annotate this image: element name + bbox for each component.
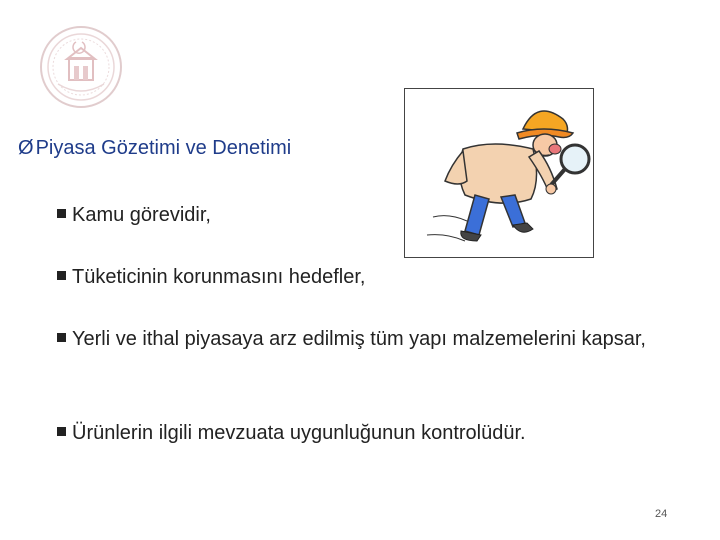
bullet-item: Yerli ve ithal piyasaya arz edilmiş tüm yapı malzemelerini kapsar, — [57, 326, 697, 352]
detective-magnifier-icon — [405, 89, 593, 257]
page-number: 24 — [655, 508, 668, 520]
square-bullet-icon — [57, 209, 66, 218]
detective-illustration — [404, 88, 594, 258]
square-bullet-icon — [57, 333, 66, 342]
square-bullet-icon — [57, 427, 66, 436]
heading-text: Piyasa Gözetimi ve Denetimi — [35, 137, 292, 159]
bullet-item: Tüketicinin korunmasını hedefler, — [57, 264, 366, 290]
square-bullet-icon — [57, 271, 66, 280]
slide-heading — [18, 137, 291, 160]
bullet-item: Ürünlerin ilgili mevzuata uygunluğunun kontrolüdür. — [57, 420, 526, 446]
ministry-emblem-icon — [38, 24, 124, 110]
bullet-item: Kamu görevidir, — [57, 202, 211, 228]
arrow-bullet-icon: Ø — [18, 137, 34, 159]
